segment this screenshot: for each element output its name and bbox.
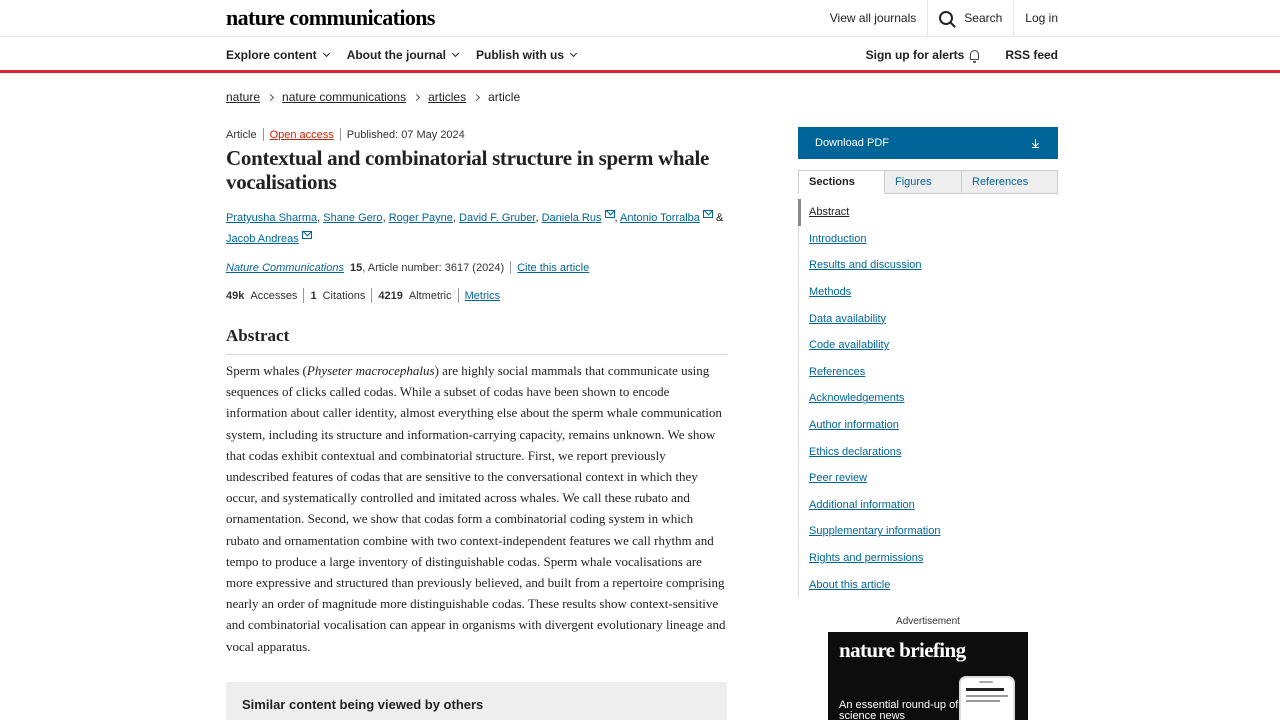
abstract-text-part: Sperm whales ( — [226, 363, 307, 378]
accesses-count: 49k — [226, 289, 245, 302]
mail-icon[interactable] — [302, 231, 312, 239]
breadcrumb-nature-communications[interactable]: nature communications — [282, 90, 407, 104]
table-of-contents — [798, 199, 1058, 598]
article-number: , Article number: 3617 (2024) — [362, 261, 505, 274]
publish-with-us-menu[interactable] — [476, 48, 576, 62]
chevron-right-icon — [413, 93, 420, 100]
explore-content-label: Explore content — [226, 48, 317, 62]
nav-menu — [226, 37, 594, 73]
journal-link[interactable]: Nature Communications — [226, 261, 344, 274]
download-icon — [1033, 139, 1039, 148]
advertisement-banner[interactable] — [828, 632, 1028, 720]
metrics-line — [226, 288, 500, 303]
breadcrumb-articles[interactable]: articles — [428, 90, 467, 104]
author-link[interactable]: Antonio Torralba — [620, 212, 700, 224]
chevron-down-icon — [323, 50, 330, 57]
abstract-heading: Abstract — [226, 326, 727, 355]
author-link[interactable]: Daniela Rus — [541, 212, 602, 224]
toc-link-data-availability[interactable]: Data availability — [809, 312, 887, 325]
published-date: Published: 07 May 2024 — [346, 128, 465, 141]
toc-link-methods[interactable]: Methods — [809, 286, 852, 299]
top-links — [819, 0, 1058, 36]
rss-feed-link[interactable]: RSS feed — [1005, 48, 1058, 62]
accesses-label: Accesses — [250, 289, 298, 302]
toc-item — [799, 226, 1058, 253]
toc-item — [799, 412, 1058, 439]
toc-link-about-article[interactable]: About this article — [809, 578, 891, 591]
author-link[interactable]: Pratyusha Sharma — [226, 212, 318, 224]
divider — [371, 288, 372, 303]
view-all-journals-link[interactable]: View all journals — [829, 11, 917, 25]
metrics-link[interactable]: Metrics — [464, 289, 501, 302]
about-journal-label: About the journal — [346, 48, 447, 62]
chevron-right-icon — [267, 93, 274, 100]
toc-item — [799, 545, 1058, 572]
altmetric-label: Altmetric — [408, 289, 452, 302]
sidebar-tabs — [798, 170, 1058, 194]
article-type: Article — [226, 128, 257, 141]
alerts-label: Sign up for alerts — [865, 48, 965, 62]
abstract-text-part: ) are highly social mammals that communicate using sequences of clicks called codas. While a subset of codas have been shown to encode information about caller identity, almost everything else about the sperm whale communication system, including its structure and information-carrying capacity, remains unknown. We show that codas exhibit contextual and combinatorial structure. First, we report previously undescribed features of codas that are sensitive to the conversational context in which they occur, and systematically controlled and imitated across whales. We call these rubato and ornamentation. Second, we show that codas form a combinatorial coding system in which rubato and ornamentation combine with two context-independent features we call rhythm and tempo to produce a large inventory of distinguishable codas. Sperm whale vocalisations are more expressive and structured than previously believed, and built from a repertoire comprising nearly an order of magnitude more distinguishable codas. These results show context-sensitive and combinatorial vocalisation can appear in organisms with divergent evolutionary lineage and vocal apparatus. — [226, 363, 726, 654]
advertisement-label: Advertisement — [896, 616, 960, 627]
toc-link-code-availability[interactable]: Code availability — [809, 339, 890, 352]
toc-link-ethics[interactable]: Ethics declarations — [809, 445, 902, 458]
divider — [263, 128, 264, 141]
author-link[interactable]: Roger Payne — [388, 212, 453, 224]
toc-link-references[interactable]: References — [809, 365, 866, 378]
author-link[interactable]: Shane Gero — [323, 212, 383, 224]
nav-right — [840, 37, 1058, 73]
toc-link-results[interactable]: Results and discussion — [809, 259, 922, 272]
tab-figures[interactable]: Figures — [885, 170, 962, 194]
toc-item — [799, 279, 1058, 306]
chevron-down-icon — [570, 50, 577, 57]
toc-item — [799, 252, 1058, 279]
citation-line — [226, 261, 589, 274]
author-link[interactable]: Jacob Andreas — [226, 233, 299, 245]
toc-item — [799, 359, 1058, 386]
phone-icon — [959, 676, 1015, 720]
similar-content-box — [226, 682, 727, 720]
breadcrumb-nature[interactable]: nature — [226, 90, 261, 104]
breadcrumb — [226, 90, 520, 104]
divider — [510, 261, 511, 274]
citations-count: 1 — [310, 289, 317, 302]
download-pdf-label: Download PDF — [815, 137, 889, 149]
toc-item — [799, 438, 1058, 465]
toc-link-author-information[interactable]: Author information — [809, 419, 899, 432]
abstract-text — [226, 360, 727, 657]
search-button[interactable] — [927, 0, 1013, 36]
open-access-link[interactable]: Open access — [269, 128, 334, 141]
main-nav — [0, 37, 1280, 73]
toc-link-supplementary[interactable]: Supplementary information — [809, 525, 941, 538]
ad-tagline: An essential round-up of science news — [839, 699, 959, 720]
toc-link-additional-information[interactable]: Additional information — [809, 498, 915, 511]
top-bar — [0, 0, 1280, 37]
divider — [303, 288, 304, 303]
publish-with-us-label: Publish with us — [476, 48, 565, 62]
download-pdf-button[interactable] — [798, 127, 1058, 159]
toc-item — [799, 332, 1058, 359]
login-link[interactable]: Log in — [1013, 0, 1058, 36]
toc-item — [799, 199, 1058, 226]
toc-link-abstract[interactable]: Abstract — [809, 206, 850, 219]
altmetric-count: 4219 — [378, 289, 403, 302]
toc-item — [799, 305, 1058, 332]
alerts-signup-link[interactable] — [866, 48, 980, 62]
toc-item — [799, 385, 1058, 412]
chevron-down-icon — [452, 50, 459, 57]
chevron-right-icon — [473, 93, 480, 100]
toc-item — [799, 492, 1058, 519]
ad-brand: nature briefing — [839, 638, 966, 662]
search-icon — [939, 11, 953, 25]
explore-content-menu[interactable] — [226, 48, 329, 62]
divider — [340, 128, 341, 141]
toc-link-acknowledgements[interactable]: Acknowledgements — [809, 392, 905, 405]
tab-sections[interactable]: Sections — [798, 170, 885, 194]
mail-icon[interactable] — [703, 210, 713, 218]
volume: 15 — [350, 261, 363, 274]
breadcrumb-current: article — [488, 90, 521, 104]
divider — [458, 288, 459, 303]
toc-item — [799, 465, 1058, 492]
similar-content-heading: Similar content being viewed by others — [242, 697, 484, 712]
about-journal-menu[interactable] — [347, 48, 458, 62]
tab-references[interactable]: References — [962, 170, 1058, 194]
toc-link-peer-review[interactable]: Peer review — [809, 472, 868, 485]
species-name: Physeter macrocephalus — [306, 363, 435, 378]
author-link[interactable]: David F. Gruber — [459, 212, 536, 224]
citations-label: Citations — [322, 289, 366, 302]
article-title: Contextual and combinatorial structure in sperm whale vocalisations — [226, 146, 710, 194]
toc-link-rights[interactable]: Rights and permissions — [809, 552, 924, 565]
toc-item — [799, 518, 1058, 545]
bell-icon — [970, 50, 979, 60]
toc-item — [799, 571, 1058, 598]
cite-article-link[interactable]: Cite this article — [517, 261, 590, 274]
site-logo[interactable]: nature communications — [226, 5, 435, 30]
author-list: Pratyusha Sharma, Shane Gero, Roger Payne, David F. Gruber, Daniela Rus , Antonio Torralba & Jacob Andreas — [226, 212, 724, 245]
mail-icon[interactable] — [605, 210, 615, 218]
search-label: Search — [964, 11, 1003, 25]
article-meta — [226, 128, 465, 141]
toc-link-introduction[interactable]: Introduction — [809, 232, 867, 245]
